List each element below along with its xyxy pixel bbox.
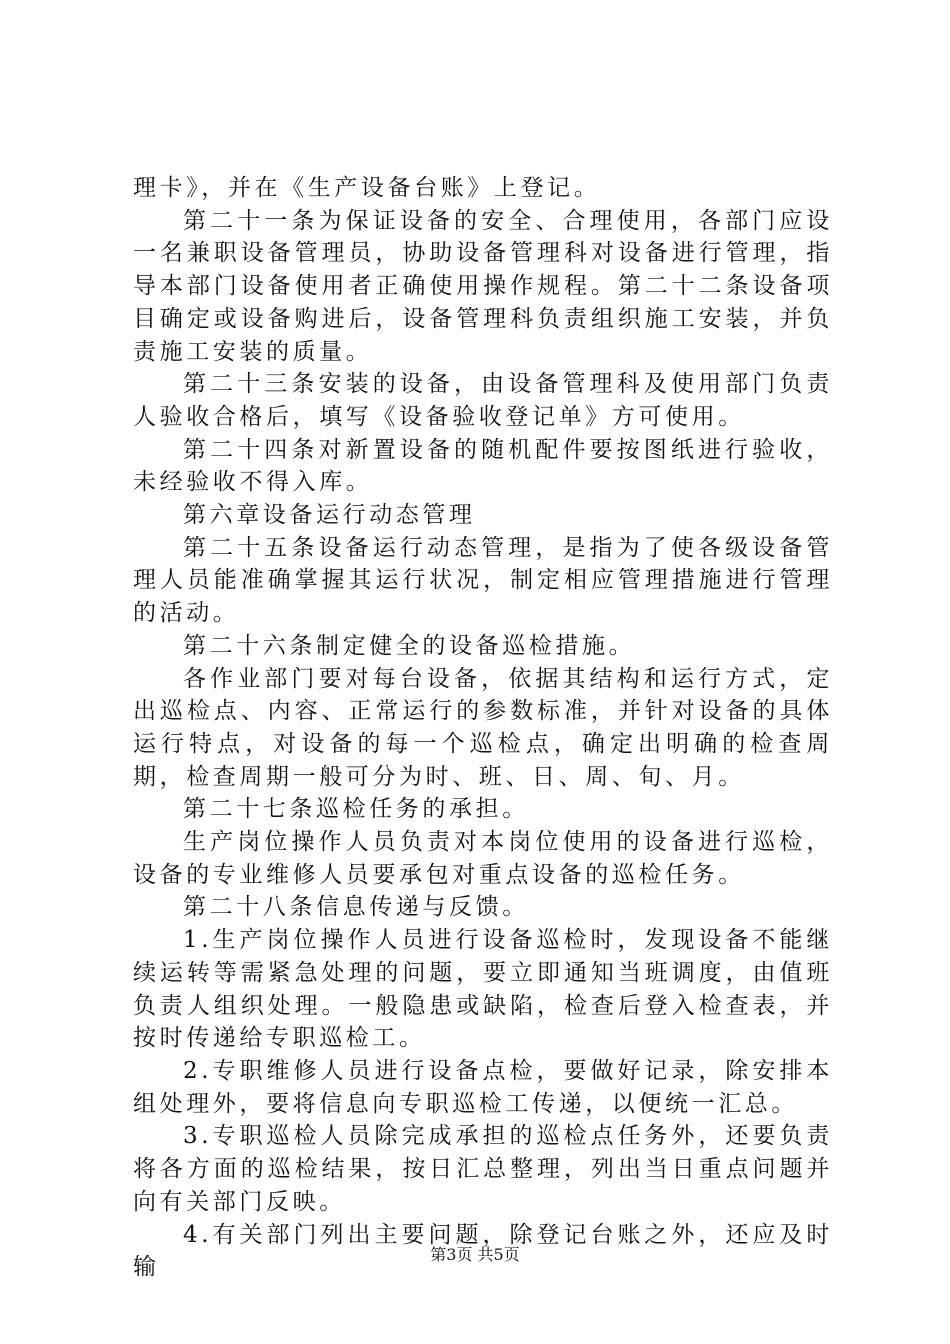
paragraph-2: 第二十一条为保证设备的安全、合理使用，各部门应设一名兼职设备管理员，协助设备管理科对设备进行管理，指导本部门设备使用者正确使用操作规程。第二十二条设备项目确定或设备购进后，设备管理科负责组织施工安装，并负责施工安装的质量。 (133, 207, 833, 365)
page-number-footer: 第3页 共5页 (430, 1245, 520, 1264)
list-item-1: 1.生产岗位操作人员进行设备巡检时，发现设备不能继续运转等需紧急处理的问题，要立即通知当班调度，由值班负责人组织处理。一般隐患或缺陷，检查后登入检查表，并按时传递给专职巡检工。 (133, 927, 833, 1052)
list-item-4: 4.有关部门列出主要问题，除登记台账之外，还应及时输 (133, 1221, 833, 1281)
paragraph-10: 生产岗位操作人员负责对本岗位使用的设备进行巡检，设备的专业维修人员要承包对重点设备的巡检任务。 (133, 829, 833, 888)
list-item-3: 3.专职巡检人员除完成承担的巡检点任务外，还要负责将各方面的巡检结果，按日汇总整理，列出当日重点问题并向有关部门反映。 (133, 1123, 833, 1215)
paragraph-4: 第二十四条对新置设备的随机配件要按图纸进行验收，未经验收不得入库。 (133, 436, 833, 496)
chapter-heading: 第六章设备运行动态管理 (183, 502, 476, 529)
paragraph-3: 第二十三条安装的设备，由设备管理科及使用部门负责人验收合格后，填写《设备验收登记单》方可使用。 (133, 371, 833, 430)
paragraph-6: 第二十五条设备运行动态管理，是指为了使各级设备管理人员能准确掌握其运行状况，制定相应管理措施进行管理的活动。 (133, 534, 833, 627)
paragraph-1: 理卡》，并在《生产设备台账》上登记。 (133, 175, 601, 201)
document-body (133, 172, 833, 1284)
list-item-2: 2.专职维修人员进行设备点检，要做好记录，除安排本组处理外，要将信息向专职巡检工传递，以便统一汇总。 (133, 1057, 833, 1117)
paragraph-11: 第二十八条信息传递与反馈。 (183, 894, 529, 921)
paragraph-9: 第二十七条巡检任务的承担。 (183, 796, 529, 823)
paragraph-7: 第二十六条制定健全的设备巡检措施。 (183, 632, 636, 659)
paragraph-8: 各作业部门要对每台设备，依据其结构和运行方式，定出巡检点、内容、正常运行的参数标准，并针对设备的具体运行特点，对设备的每一个巡检点，确定出明确的检查周期，检查周期一般可分为时、班、日、周、旬、月。 (133, 665, 833, 790)
